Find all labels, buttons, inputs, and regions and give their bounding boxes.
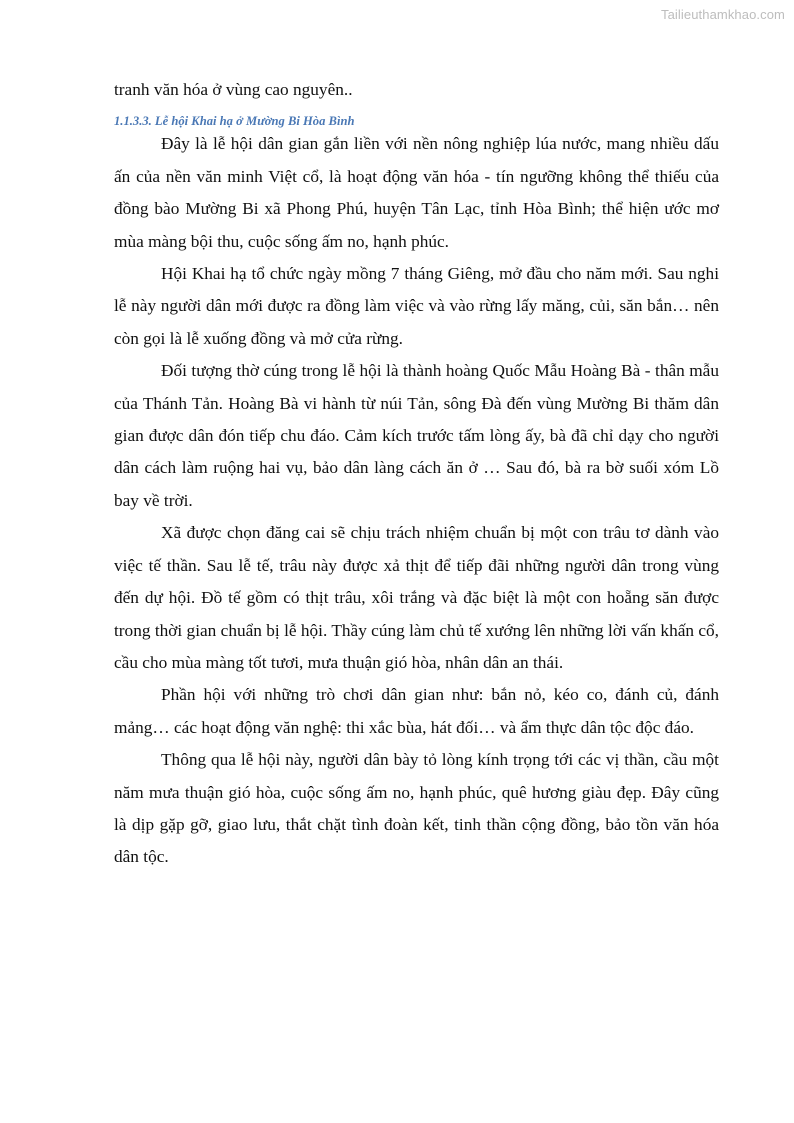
document-body <box>114 74 719 874</box>
section-heading: 1.1.3.3. Lễ hội Khai hạ ở Mường Bi Hòa Bình <box>114 114 355 129</box>
continuation-line: tranh văn hóa ở vùng cao nguyên.. <box>114 80 353 99</box>
paragraph-1: Đây là lễ hội dân gian gắn liền với nền nông nghiệp lúa nước, mang nhiều dấu ấn của nền văn minh Việt cổ, là hoạt động văn hóa - tín ngưỡng không thể thiếu của đồng bào Mường Bi xã Phong Phú, huyện Tân Lạc, tỉnh Hòa Bình; thể hiện ước mơ mùa màng bội thu, cuộc sống ấm no, hạnh phúc. <box>114 134 719 251</box>
watermark: Tailieuthamkhao.com <box>660 7 785 22</box>
paragraph-2: Hội Khai hạ tổ chức ngày mồng 7 tháng Giêng, mở đầu cho năm mới. Sau nghi lễ này người dân mới được ra đồng làm việc và vào rừng lấy măng, củi, săn bắn… nên còn gọi là lễ xuống đồng và mở cửa rừng. <box>114 264 719 348</box>
paragraph-5: Phần hội với những trò chơi dân gian như: bắn nỏ, kéo co, đánh củ, đánh mảng… các hoạt động văn nghệ: thi xắc bùa, hát đối… và ẩm thực dân tộc độc đáo. <box>114 685 719 737</box>
paragraph-6: Thông qua lễ hội này, người dân bày tỏ lòng kính trọng tới các vị thần, cầu một năm mưa thuận gió hòa, cuộc sống ấm no, hạnh phúc, quê hương giàu đẹp. Đây cũng là dịp gặp gỡ, giao lưu, thắt chặt tình đoàn kết, tinh thần cộng đồng, bảo tồn văn hóa dân tộc. <box>114 750 719 867</box>
paragraph-3: Đối tượng thờ cúng trong lễ hội là thành hoàng Quốc Mẫu Hoàng Bà - thân mẫu của Thánh Tản. Hoàng Bà vi hành từ núi Tản, sông Đà đến vùng Mường Bi thăm dân gian được dân đón tiếp chu đáo. Cảm kích trước tấm lòng ấy, bà đã chỉ dạy cho người dân cách làm ruộng hai vụ, bảo dân làng cách ăn ở … Sau đó, bà ra bờ suối xóm Lồ bay về trời. <box>114 361 719 510</box>
paragraph-4: Xã được chọn đăng cai sẽ chịu trách nhiệm chuẩn bị một con trâu tơ dành vào việc tế thần. Sau lễ tế, trâu này được xả thịt để tiếp đãi những người dân trong vùng đến dự hội. Đồ tế gồm có thịt trâu, xôi trắng và đặc biệt là một con hoẵng săn được trong thời gian chuẩn bị lễ hội. Thầy cúng làm chủ tế xướng lên những lời vấn khấn cổ, cầu cho mùa màng tốt tươi, mưa thuận gió hòa, nhân dân an thái. <box>114 523 719 672</box>
